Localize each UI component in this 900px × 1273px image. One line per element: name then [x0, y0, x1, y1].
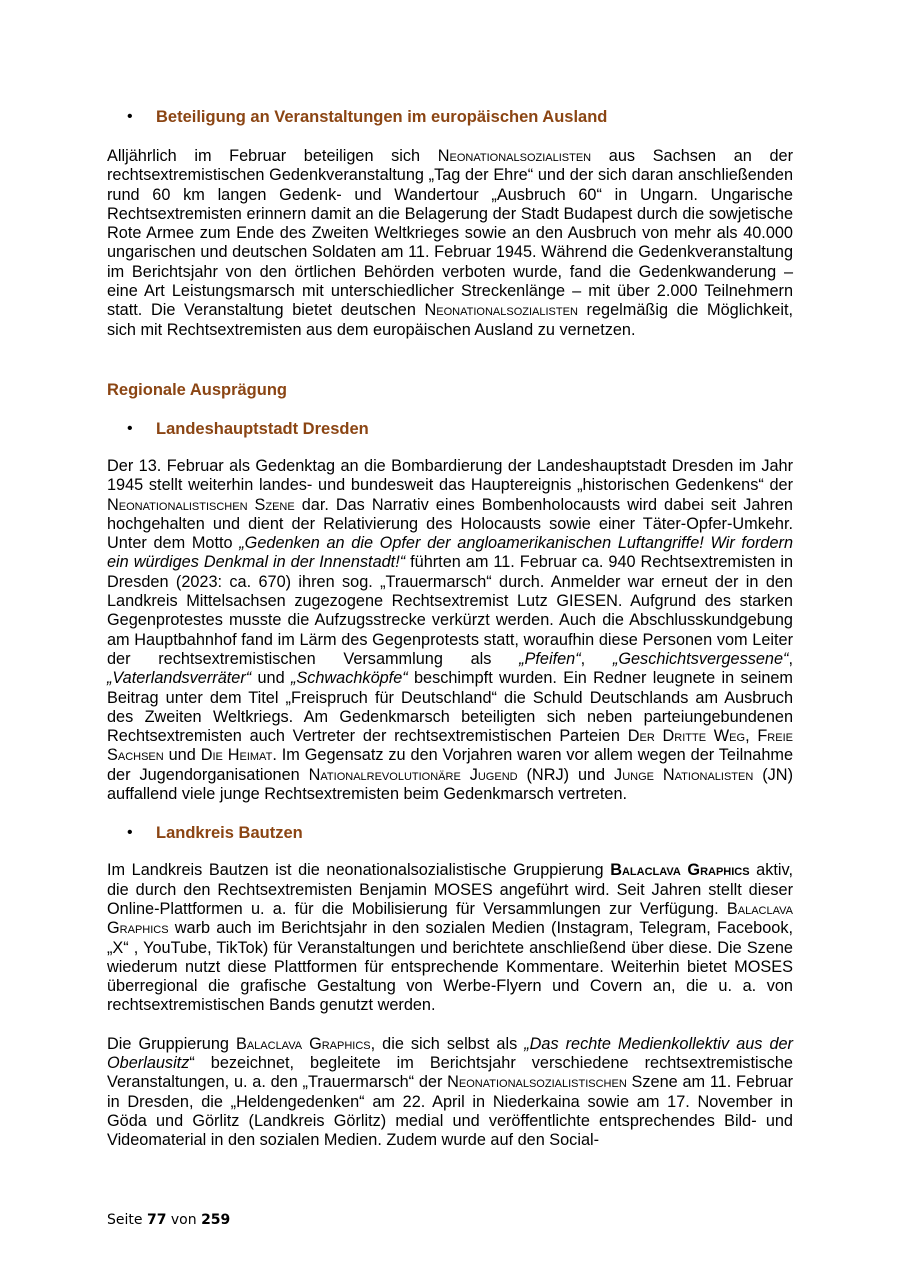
bullet-heading-bautzen	[107, 822, 793, 844]
bullet-icon: •	[127, 824, 133, 842]
bullet-heading-dresden	[107, 418, 793, 440]
section-heading-regional: Regionale Ausprägung	[107, 380, 287, 399]
bullet-icon: •	[127, 108, 133, 125]
heading-text: Landeshauptstadt Dresden	[156, 419, 369, 438]
bullet-icon: •	[127, 419, 133, 437]
paragraph-bautzen: Im Landkreis Bautzen ist die neonationalsozialistische Gruppierung Balaclava Graphics aktiv, die durch den Rechtsextremisten Benjamin MOSES angeführt wird. Seit Jahren stellt dieser Online-Plattformen u. a. für die Mobilisierung für Versammlungen zur Verfügung. Balaclava Graphics warb auch im Berichtsjahr in den sozialen Medien (Instagram, Telegram, Facebook, „X“ , YouTube, TikTok) für Veranstaltungen und berichtete anschließend über diese. Die Szene wiederum nutzt diese Plattformen für entsprechende Kommentare. Weiterhin bietet MOSES überregional die grafische Gestaltung von Werbe-Flyern und Covern an, die u. a. von rechtsextremistischen Bands genutzt werden.	[107, 861, 793, 1015]
page-total: 259	[201, 1212, 231, 1228]
paragraph-balaclava: Die Gruppierung Balaclava Graphics, die sich selbst als „Das rechte Medienkollektiv aus der Oberlausitz“ bezeichnet, begleitete im Berichtsjahr verschiedene rechtsextremistische Veranstaltungen, u. a. den „Trauermarsch“ der Neonationalsozialistischen Szene am 11. Februar in Dresden, die „Heldengedenken“ am 22. April in Niederkaina sowie am 17. November in Göda und Görlitz (Landkreis Görlitz) medial und veröffentlichte entsprechendes Bild- und Videomaterial in den sozialen Medien. Zudem wurde auf den Social-	[107, 1034, 793, 1150]
paragraph-ausland: Alljährlich im Februar beteiligen sich Neonationalsozialisten aus Sachsen an der rechtsextremistischen Gedenkveranstaltung „Tag der Ehre“ und der sich daran anschließenden rund 60 km langen Gedenk- und Wandertour „Ausbruch 60“ in Ungarn. Ungarische Rechtsextremisten erinnern damit an die Belagerung der Stadt Budapest durch die sowjetische Rote Armee zum Ende des Zweiten Weltkrieges sowie an den Ausbruch von mehr als 40.000 ungarischen und deutschen Soldaten am 11. Februar 1945. Während die Gedenkveranstaltung im Berichtsjahr von den örtlichen Behörden verboten wurde, fand die Gedenkwanderung – eine Art Leistungsmarsch mit unterschiedlicher Streckenlänge – mit über 2.000 Teilnehmern statt. Die Veranstaltung bietet deutschen Neonationalsozialisten regelmäßig die Möglichkeit, sich mit Rechtsextremisten aus dem europäischen Ausland zu vernetzen.	[107, 147, 793, 339]
bullet-heading-ausland	[107, 106, 793, 128]
page-number: 77	[146, 1212, 167, 1228]
page-content	[107, 106, 793, 1150]
page-footer: Seite 77 von 259	[107, 1212, 231, 1228]
heading-text: Beteiligung an Veranstaltungen im europäischen Ausland	[156, 108, 608, 126]
paragraph-dresden: Der 13. Februar als Gedenktag an die Bombardierung der Landeshauptstadt Dresden im Jahr 1945 stellt weiterhin landes- und bundesweit das Hauptereignis „historischen Gedenkens“ der Neonationalistischen Szene dar. Das Narrativ eines Bombenholocausts wird dabei seit Jahren hochgehalten und dient der Relativierung des Holocausts sowie einer Täter-Opfer-Umkehr. Unter dem Motto „Gedenken an die Opfer der angloamerikanischen Luftangriffe! Wir fordern ein würdiges Denkmal in der Innenstadt!“ führten am 11. Februar ca. 940 Rechtsextremisten in Dresden (2023: ca. 670) ihren sog. „Trauermarsch“ durch. Anmelder war erneut der in den Landkreis Mittelsachsen zugezogene Rechtsextremist Lutz GIESEN. Aufgrund des starken Gegenprotestes musste die Aufzugsstrecke verkürzt werden. Auch die Abschlusskundgebung am Hauptbahnhof fand im Lärm des Gegenprotests statt, woraufhin diese Personen vom Leiter der rechtsextremistischen Versammlung als „Pfeifen“, „Geschichtsvergessene“, „Vaterlandsverräter“ und „Schwachköpfe“ beschimpft wurden. Ein Redner leugnete in seinem Beitrag unter dem Titel „Freispruch für Deutschland“ die Schuld Deutschlands am Ausbruch des Zweiten Weltkriegs. Am Gedenkmarsch beteiligten sich neben parteiungebundenen Rechtsextremisten auch Vertreter der rechtsextremistischen Parteien Der Dritte Weg, Freie Sachsen und Die Heimat. Im Gegensatz zu den Vorjahren waren vor allem wegen der Teilnahme der Jugendorganisationen Nationalrevolutionäre Jugend (NRJ) und Junge Nationalisten (JN) auffallend viele junge Rechtsextremisten beim Gedenkmarsch vertreten.	[107, 456, 794, 804]
heading-text: Landkreis Bautzen	[156, 824, 303, 843]
